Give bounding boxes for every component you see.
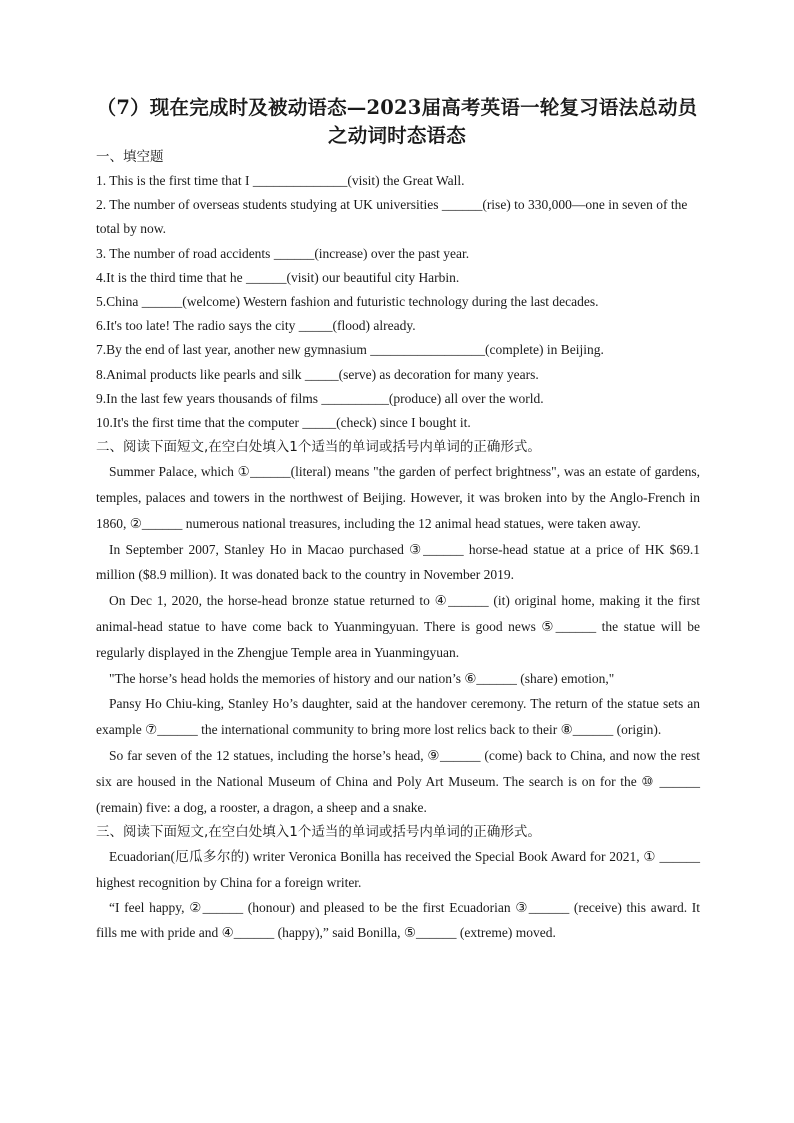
passage-2-paragraph: “I feel happy, ②______ (honour) and pleased to be the first Ecuadorian ③______ (receive) this award. It fills me with pride and ④______ (happy),” said Bonilla, ⑤______ (extreme) moved. xyxy=(96,899,700,940)
question-6: 6.It's too late! The radio says the city _____(flood) already. xyxy=(96,318,416,334)
section-reading-passage-2 xyxy=(96,820,700,945)
question-4: 4.It is the third time that he ______(visit) our beautiful city Harbin. xyxy=(96,269,460,285)
question-7: 7.By the end of last year, another new gymnasium _________________(complete) in Beijing. xyxy=(96,342,604,358)
question-2: 2. The number of overseas students studying at UK universities ______(rise) to 330,000—one in seven of the total by now. xyxy=(96,197,688,237)
question-9: 9.In the last few years thousands of films __________(produce) all over the world. xyxy=(96,390,544,406)
document-body xyxy=(96,145,700,945)
passage-1-paragraph: Summer Palace, which ①______(literal) means "the garden of perfect brightness", was an estate of gardens, temples, palaces and towers in the northwest of Beijing. However, it was broken into by the Anglo-French in 1860, ②______ numerous national treasures, including the 12 animal head statues, were taken away. xyxy=(96,464,700,531)
question-1: 1. This is the first time that I ______________(visit) the Great Wall. xyxy=(96,173,465,188)
passage-1-paragraph: On Dec 1, 2020, the horse-head bronze statue returned to ④______ (it) original home, making it the first animal-head statue to have come back to Yuanmingyuan. There is good news ⑤______ the statue will be regularly displayed in the Zhengjue Temple area in Yuanmingyuan. xyxy=(96,593,700,660)
document-title xyxy=(60,94,734,150)
passage-1-paragraph: Pansy Ho Chiu-king, Stanley Ho’s daughter, said at the handover ceremony. The return of the statue sets an example ⑦______ the international community to bring more lost relics back to their ⑧______ (origin). xyxy=(96,696,700,738)
question-3: 3. The number of road accidents ______(increase) over the past year. xyxy=(96,245,470,261)
section-fill-in-blanks xyxy=(96,145,700,435)
passage-1-paragraph: In September 2007, Stanley Ho in Macao purchased ③______ horse-head statue at a price of HK $69.1 million ($8.9 million). It was donated back to the country in November 2019. xyxy=(96,541,700,583)
section-3-heading: 三、阅读下面短文,在空白处填入1个适当的单词或括号内单词的正确形式。 xyxy=(96,824,541,841)
title-line-1: （7）现在完成时及被动语态—2023届高考英语一轮复习语法总动员 xyxy=(96,96,698,119)
section-reading-passage-1 xyxy=(96,435,700,820)
question-8: 8.Animal products like pearls and silk _____(serve) as decoration for many years. xyxy=(96,366,539,382)
passage-1-paragraph: So far seven of the 12 statues, including the horse’s head, ⑨______ (come) back to China, and now the rest six are housed in the National Museum of China and Poly Art Museum. The search is on for the ⑩ ______ (remain) five: a dog, a rooster, a dragon, a sheep and a snake. xyxy=(96,748,700,815)
passage-1-paragraph: "The horse’s head holds the memories of history and our nation’s ⑥______ (share) emotion," xyxy=(109,670,615,686)
question-10: 10.It's the first time that the computer _____(check) since I bought it. xyxy=(96,415,471,431)
passage-2-paragraph: Ecuadorian(厄瓜多尔的) writer Veronica Bonilla has received the Special Book Award for 2021, ① ______ highest recognition by China for a foreign writer. xyxy=(96,849,700,890)
section-1-heading: 一、填空题 xyxy=(96,149,164,165)
question-5: 5.China ______(welcome) Western fashion and futuristic technology during the last decades. xyxy=(96,294,599,310)
title-line-2: 之动词时态语态 xyxy=(328,124,466,147)
section-2-heading: 二、阅读下面短文,在空白处填入1个适当的单词或括号内单词的正确形式。 xyxy=(96,439,541,456)
